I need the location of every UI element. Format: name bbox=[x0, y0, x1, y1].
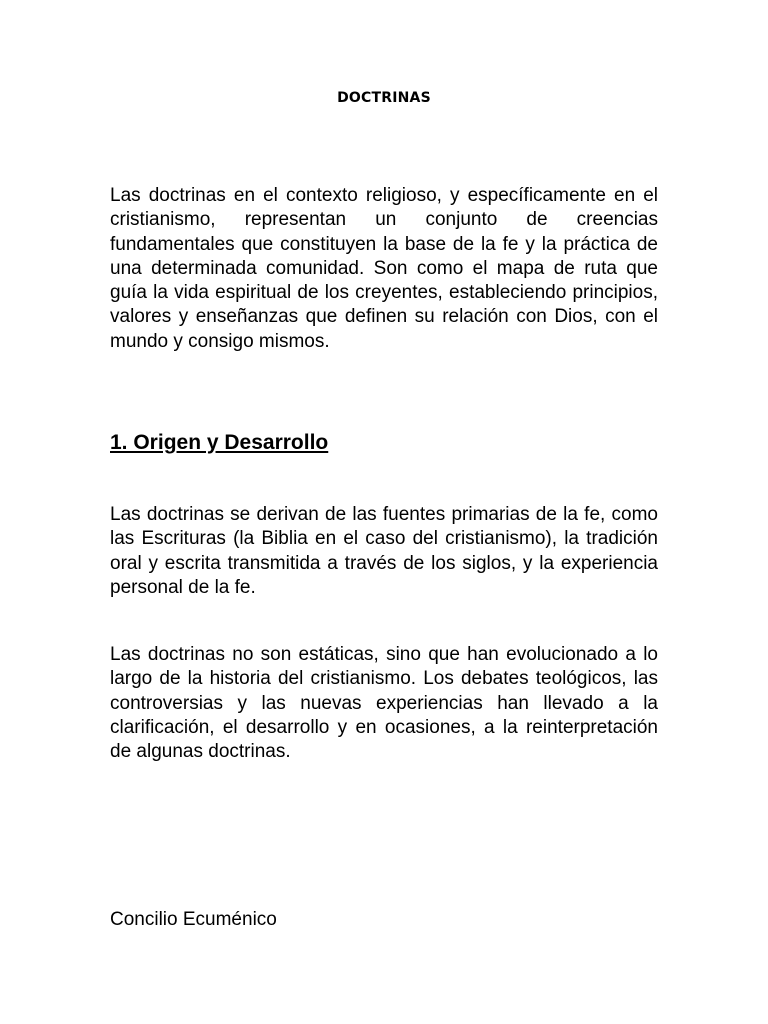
trailing-text-concilio: Concilio Ecuménico bbox=[110, 909, 277, 930]
document-title: DOCTRINAS bbox=[337, 90, 431, 106]
section1-paragraph-1: Las doctrinas se derivan de las fuentes primarias de la fe, como las Escrituras (la Biblia en el caso del cristianismo), la tradición oral y escrita transmitida a través de los siglos, y la experiencia personal de la fe. bbox=[110, 504, 658, 598]
section-heading-origen: 1. Origen y Desarrollo bbox=[110, 431, 329, 454]
intro-paragraph: Las doctrinas en el contexto religioso, y específicamente en el cristianismo, representan un conjunto de creencias fundamentales que constituyen la base de la fe y la práctica de una determinada comunidad. Son como el mapa de ruta que guía la vida espiritual de los creyentes, estableciendo principios, valores y enseñanzas que definen su relación con Dios, con el mundo y consigo mismos. bbox=[110, 185, 658, 352]
section1-paragraph-2: Las doctrinas no son estáticas, sino que han evolucionado a lo largo de la historia del cristianismo. Los debates teológicos, las controversias y las nuevas experiencias han llevado a la clarificación, el desarrollo y en ocasiones, a la reinterpretación de algunas doctrinas. bbox=[110, 644, 658, 763]
